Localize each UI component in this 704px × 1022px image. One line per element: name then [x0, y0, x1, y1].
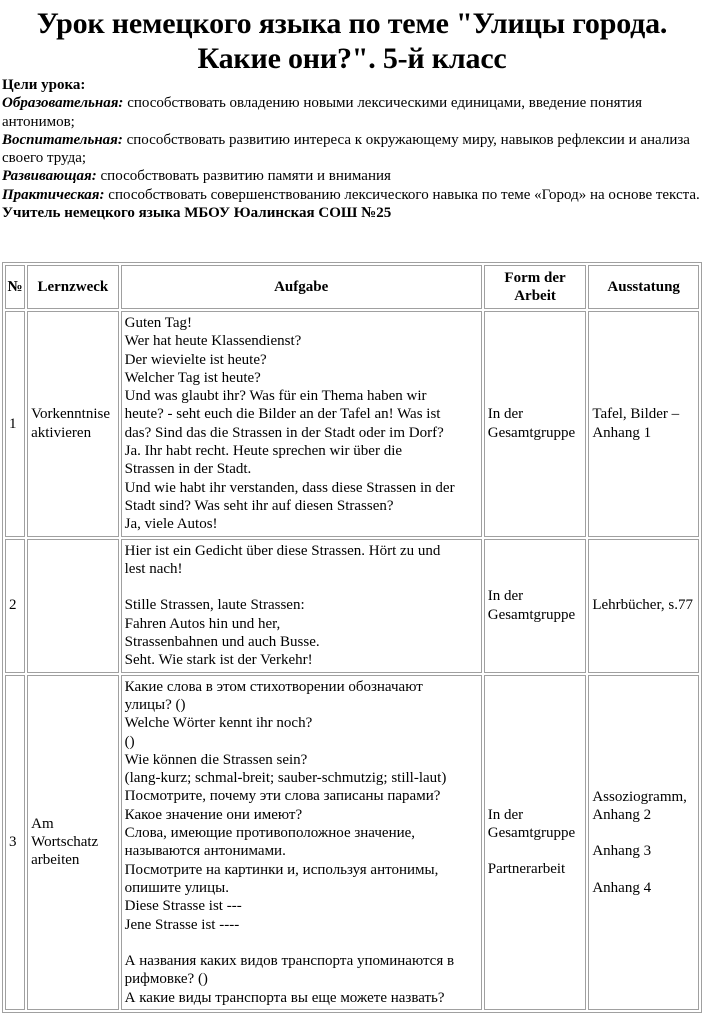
- row-number-cell: 3: [5, 675, 25, 1010]
- row-ausstatung-cell: [588, 675, 699, 1010]
- task-line: [125, 934, 478, 952]
- task-line: рифмовке? (): [124, 971, 208, 988]
- task-line: Diese Strasse ist ---: [124, 898, 242, 915]
- row-lernzweck-cell: [27, 539, 119, 673]
- equipment-entry: Anhang 4: [592, 879, 652, 896]
- header-form-der-arbeit: Form der Arbeit: [484, 265, 587, 309]
- form-entry: Partnerarbeit: [487, 861, 566, 878]
- row-aufgabe-cell: [121, 311, 482, 537]
- task-line: Hier ist ein Gedicht über diese Strassen. Hört zu und: [124, 542, 441, 559]
- row-ausstatung-cell: [588, 539, 699, 673]
- task-line: Seht. Wie stark ist der Verkehr!: [124, 652, 313, 669]
- table-row: [5, 539, 699, 673]
- task-line: (lang-kurz; schmal-breit; sauber-schmutzig; still-laut): [124, 770, 447, 787]
- lesson-goals: [2, 76, 702, 222]
- row-form-cell: [484, 311, 587, 537]
- task-line: Strassen in der Stadt.: [124, 461, 252, 478]
- table-header-row: [5, 265, 699, 309]
- header-lernzweck: Lernzweck: [27, 265, 119, 309]
- task-line: heute? - seht euch die Bilder an der Tafel an! Was ist: [124, 406, 441, 423]
- equipment-entry: Anhang 3: [592, 843, 652, 860]
- task-line: Посмотрите на картинки и, используя антонимы,: [124, 861, 439, 878]
- task-line: Strassenbahnen und auch Busse.: [124, 634, 320, 651]
- equipment-entry: Lehrbücher, s.77: [592, 597, 693, 614]
- task-line: Jene Strasse ist ----: [124, 916, 240, 933]
- task-line: Ja, viele Autos!: [124, 516, 218, 533]
- form-entry: In der Gesamtgruppe: [487, 806, 576, 842]
- task-line: das? Sind das die Strassen in der Stadt oder im Dorf?: [124, 424, 444, 441]
- row-aufgabe-cell: [121, 675, 482, 1010]
- row-lernzweck-cell: Vorkenntnise aktivieren: [27, 311, 119, 537]
- task-line: Какие слова в этом стихотворении обозначают: [124, 678, 423, 695]
- row-ausstatung-cell: [588, 311, 699, 537]
- goals-heading: Цели урока:: [2, 77, 86, 93]
- task-line: опишите улицы.: [124, 879, 229, 896]
- row-lernzweck-cell: Am Wortschatz arbeiten: [27, 675, 119, 1010]
- header-ausstatung: Ausstatung: [588, 265, 699, 309]
- teacher-line: Учитель немецкого языка МБОУ Юалинская СОШ №25: [2, 205, 392, 222]
- form-entry: In der Gesamtgruppe: [487, 588, 576, 623]
- row-form-cell: [484, 539, 587, 673]
- page-title: [0, 6, 704, 76]
- goal-practical: Практическая: способствовать совершенствованию лексического навыка по теме «Город» на основе текста.: [2, 186, 700, 203]
- form-entry: In der Gesamtgruppe: [487, 406, 576, 441]
- task-line: [125, 578, 478, 596]
- task-line: Слова, имеющие противоположное значение,: [124, 825, 416, 842]
- task-line: улицы? (): [124, 696, 186, 713]
- row-aufgabe-cell: [121, 539, 482, 673]
- lesson-plan-table: [2, 262, 702, 1013]
- task-line: Guten Tag!: [124, 315, 193, 331]
- goal-developing: Развивающая: способствовать развитию памяти и внимания: [2, 168, 391, 185]
- row-number-cell: 1: [5, 311, 25, 537]
- header-number: №: [5, 265, 25, 309]
- task-line: Ja. Ihr habt recht. Heute sprechen wir über die: [124, 443, 403, 460]
- row-number-cell: 2: [5, 539, 25, 673]
- title-line-2: Какие они?". 5-й класс: [197, 42, 507, 75]
- header-aufgabe: Aufgabe: [121, 265, 482, 309]
- task-line: Welche Wörter kennt ihr noch?: [124, 715, 313, 732]
- title-line-1: Урок немецкого языка по теме "Улицы города.: [36, 7, 668, 40]
- task-line: Der wievielte ist heute?: [124, 351, 267, 368]
- goal-upbringing: Воспитательная: способствовать развитию интереса к окружающему миру, навыков рефлексии и анализа своего труда;: [2, 131, 690, 167]
- task-line: Fahren Autos hin und her,: [124, 615, 281, 632]
- table-row: [5, 675, 699, 1010]
- equipment-entry: Assoziogramm, Anhang 2: [592, 788, 687, 824]
- task-line: Какое значение они имеют?: [124, 806, 303, 823]
- task-line: Wie können die Strassen sein?: [124, 751, 308, 768]
- task-line: Stille Strassen, laute Strassen:: [124, 597, 305, 614]
- task-line: А какие виды транспорта вы еще можете назвать?: [124, 989, 445, 1006]
- task-line: называются антонимами.: [124, 843, 286, 860]
- task-line: lest nach!: [124, 560, 183, 577]
- table-row: [5, 311, 699, 537]
- task-line: Посмотрите, почему эти слова записаны парами?: [124, 788, 441, 805]
- goal-educational: Образовательная: способствовать овладению новыми лексическими единицами, введение понятия антонимов;: [2, 95, 642, 130]
- task-line: А названия каких видов транспорта упоминаются в: [124, 953, 455, 970]
- task-line: Wer hat heute Klassendienst?: [124, 333, 302, 350]
- task-line: Stadt sind? Was seht ihr auf diesen Strassen?: [124, 497, 394, 514]
- task-line: Und wie habt ihr verstanden, dass diese Strassen in der: [124, 479, 455, 496]
- task-line: Welcher Tag ist heute?: [124, 369, 261, 386]
- task-line: Und was glaubt ihr? Was für ein Thema haben wir: [124, 388, 427, 405]
- equipment-entry: Tafel, Bilder – Anhang 1: [592, 406, 680, 441]
- row-form-cell: [484, 675, 587, 1010]
- task-line: (): [124, 733, 135, 750]
